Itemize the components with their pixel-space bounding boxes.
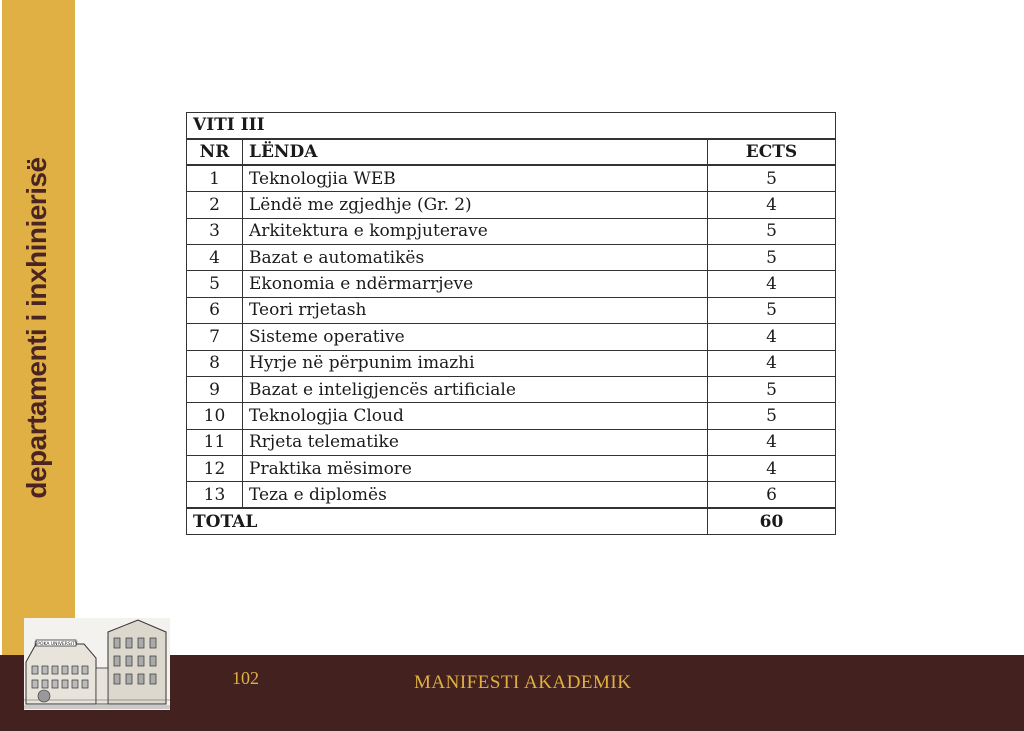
row-subject: Hyrje në përpunim imazhi [243, 350, 708, 376]
row-subject: Rrjeta telematike [243, 429, 708, 455]
row-subject: Sisteme operative [243, 324, 708, 350]
row-ects: 5 [708, 244, 836, 270]
row-subject: Teknologjia Cloud [243, 403, 708, 429]
row-ects: 5 [708, 297, 836, 323]
row-nr: 11 [187, 429, 243, 455]
section-title: VITI III [187, 113, 836, 139]
table-row [187, 324, 836, 350]
row-nr: 4 [187, 244, 243, 270]
row-subject: Teori rrjetash [243, 297, 708, 323]
table-row [187, 218, 836, 244]
row-nr: 3 [187, 218, 243, 244]
row-nr: 6 [187, 297, 243, 323]
curriculum-table [186, 112, 836, 535]
department-label: departamenti i inxhinierisë [21, 157, 52, 499]
header-ects: ECTS [708, 139, 836, 165]
row-ects: 4 [708, 192, 836, 218]
row-nr: 1 [187, 165, 243, 191]
row-ects: 6 [708, 482, 836, 508]
header-nr: NR [187, 139, 243, 165]
row-nr: 10 [187, 403, 243, 429]
page-number: 102 [232, 668, 259, 688]
header-row [187, 139, 836, 165]
row-subject: Arkitektura e kompjuterave [243, 218, 708, 244]
row-ects: 4 [708, 324, 836, 350]
section-title-row [187, 113, 836, 139]
row-nr: 13 [187, 482, 243, 508]
row-nr: 7 [187, 324, 243, 350]
row-subject: Lëndë me zgjedhje (Gr. 2) [243, 192, 708, 218]
row-subject: Teza e diplomës [243, 482, 708, 508]
table-row [187, 403, 836, 429]
footer-title: MANIFESTI AKADEMIK [414, 672, 632, 693]
table-row [187, 165, 836, 191]
table-row [187, 271, 836, 297]
row-ects: 4 [708, 350, 836, 376]
row-subject: Bazat e inteligjencës artificiale [243, 376, 708, 402]
table-row [187, 350, 836, 376]
row-ects: 4 [708, 271, 836, 297]
row-nr: 9 [187, 376, 243, 402]
table-row [187, 429, 836, 455]
row-ects: 5 [708, 376, 836, 402]
header-subject: LËNDA [243, 139, 708, 165]
row-ects: 5 [708, 165, 836, 191]
table-row [187, 244, 836, 270]
row-ects: 4 [708, 429, 836, 455]
row-ects: 5 [708, 218, 836, 244]
row-ects: 4 [708, 456, 836, 482]
row-subject: Bazat e automatikës [243, 244, 708, 270]
row-nr: 5 [187, 271, 243, 297]
table-row [187, 297, 836, 323]
total-label: TOTAL [187, 508, 708, 534]
table-row [187, 456, 836, 482]
table-row [187, 482, 836, 508]
building-illustration [24, 618, 170, 710]
total-value: 60 [708, 508, 836, 534]
row-nr: 12 [187, 456, 243, 482]
row-nr: 8 [187, 350, 243, 376]
table-row [187, 376, 836, 402]
building-sign: EPOKA UNIVERSITY [34, 642, 78, 647]
row-ects: 5 [708, 403, 836, 429]
total-row [187, 508, 836, 534]
university-building-image [24, 618, 170, 710]
row-subject: Ekonomia e ndërmarrjeve [243, 271, 708, 297]
row-subject: Teknologjia WEB [243, 165, 708, 191]
row-nr: 2 [187, 192, 243, 218]
row-subject: Praktika mësimore [243, 456, 708, 482]
table-row [187, 192, 836, 218]
